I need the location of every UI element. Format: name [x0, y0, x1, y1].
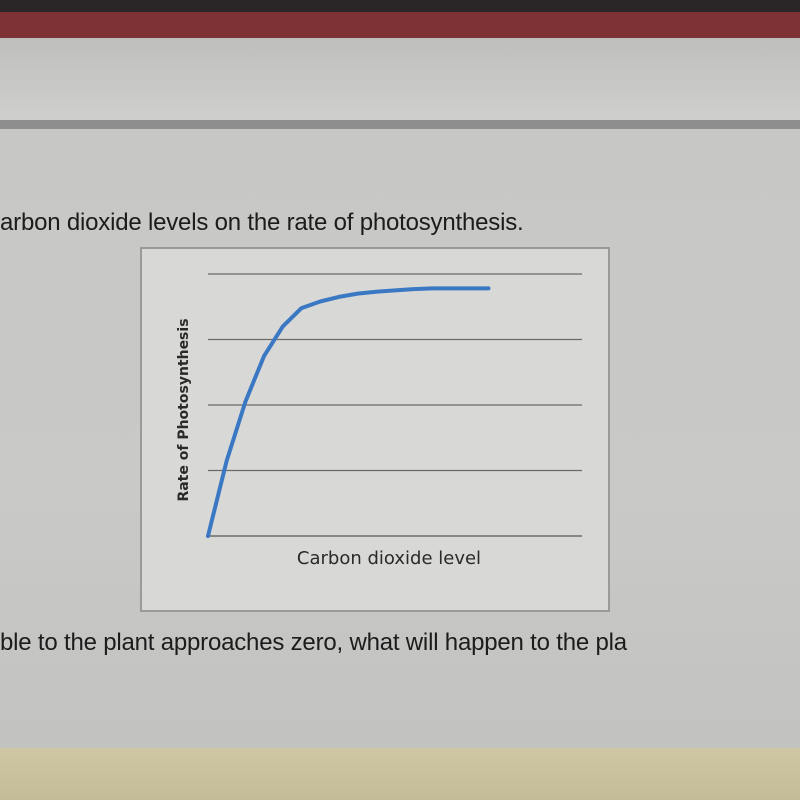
chart-series	[208, 288, 489, 536]
question-intro-text: arbon dioxide levels on the rate of photosynthesis.	[0, 209, 524, 236]
series-line	[208, 288, 489, 536]
chart-gridlines	[208, 274, 582, 536]
answer-area	[0, 748, 800, 800]
y-axis-label: Rate of Photosynthesis	[176, 318, 192, 502]
x-axis-label: Carbon dioxide level	[296, 548, 482, 569]
question-text: ble to the plant approaches zero, what will happen to the pla	[0, 629, 627, 656]
